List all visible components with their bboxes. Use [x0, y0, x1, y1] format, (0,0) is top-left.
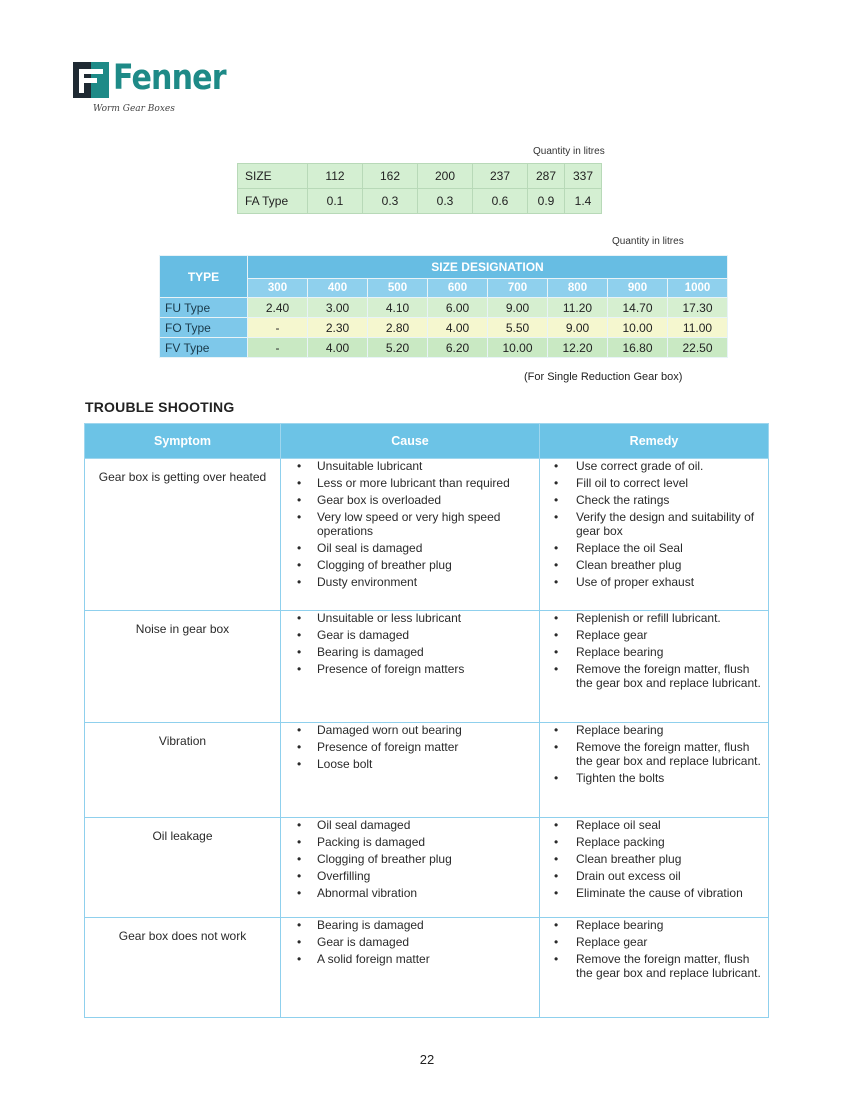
brand-tagline: Worm Gear Boxes — [93, 104, 175, 114]
cause-cell — [281, 611, 540, 723]
table-row — [85, 723, 769, 818]
table2-quantity-note: Quantity in litres — [612, 236, 684, 247]
remedy-list — [540, 818, 768, 900]
table-cell: 5.20 — [368, 338, 428, 358]
list-item: • Replace bearing — [540, 918, 768, 932]
list-item: • Replace bearing — [540, 723, 768, 737]
troubleshooting-title: TROUBLE SHOOTING — [85, 399, 235, 415]
remedy-cell — [540, 818, 769, 918]
table-cell: 2.30 — [308, 318, 368, 338]
cause-cell — [281, 918, 540, 1018]
table-cell: 22.50 — [668, 338, 728, 358]
list-item: • Drain out excess oil — [540, 869, 768, 883]
list-item: • Check the ratings — [540, 493, 768, 507]
row-label: FO Type — [160, 318, 248, 338]
list-item: • Overfilling — [281, 869, 539, 883]
table-cell: 6.20 — [428, 338, 488, 358]
cause-cell — [281, 723, 540, 818]
list-item: • Replace oil seal — [540, 818, 768, 832]
remedy-header: Remedy — [540, 424, 769, 459]
size-header: 400 — [308, 279, 368, 298]
table-cell: 10.00 — [488, 338, 548, 358]
symptom-cell: Gear box is getting over heated — [85, 459, 281, 611]
list-item: • Gear is damaged — [281, 935, 539, 949]
list-item: • Unsuitable lubricant — [281, 459, 539, 473]
brand-name: Fenner — [113, 58, 226, 98]
remedy-cell — [540, 723, 769, 818]
table-row — [85, 611, 769, 723]
table-cell: 2.40 — [248, 298, 308, 318]
table-cell: 0.3 — [418, 189, 473, 214]
remedy-cell — [540, 611, 769, 723]
list-item: • Use of proper exhaust — [540, 575, 768, 589]
list-item: • Presence of foreign matters — [281, 662, 539, 676]
oil-quantity-table — [159, 255, 728, 358]
list-item: • Replace packing — [540, 835, 768, 849]
row-label: FV Type — [160, 338, 248, 358]
table-row — [160, 298, 728, 318]
list-item: • Verify the design and suitability of gear box — [540, 510, 768, 538]
table-cell: 16.80 — [608, 338, 668, 358]
table-cell: 9.00 — [548, 318, 608, 338]
list-item: • Clean breather plug — [540, 852, 768, 866]
list-item: • Packing is damaged — [281, 835, 539, 849]
table-cell: 17.30 — [668, 298, 728, 318]
table-cell: 0.1 — [308, 189, 363, 214]
size-header: 1000 — [668, 279, 728, 298]
cause-cell — [281, 818, 540, 918]
table-row — [85, 818, 769, 918]
list-item: • Eliminate the cause of vibration — [540, 886, 768, 900]
table-cell: 4.00 — [308, 338, 368, 358]
list-item: • Damaged worn out bearing — [281, 723, 539, 737]
table-cell: 1.4 — [565, 189, 602, 214]
table-row — [160, 338, 728, 358]
cause-list — [281, 918, 539, 966]
troubleshooting-table — [84, 423, 769, 1018]
list-item: • Oil seal damaged — [281, 818, 539, 832]
list-item: • Gear is damaged — [281, 628, 539, 642]
table-row — [85, 459, 769, 611]
size-header: 300 — [248, 279, 308, 298]
list-item: • Replace the oil Seal — [540, 541, 768, 555]
list-item: • Replace bearing — [540, 645, 768, 659]
table-cell: 9.00 — [488, 298, 548, 318]
list-item: • Bearing is damaged — [281, 918, 539, 932]
single-reduction-note: (For Single Reduction Gear box) — [524, 371, 683, 383]
list-item: • Less or more lubricant than required — [281, 476, 539, 490]
list-item: • Very low speed or very high speed operations — [281, 510, 539, 538]
cause-list — [281, 723, 539, 771]
table-cell: - — [248, 318, 308, 338]
list-item: • A solid foreign matter — [281, 952, 539, 966]
size-header: 500 — [368, 279, 428, 298]
table-cell: - — [248, 338, 308, 358]
list-item: • Presence of foreign matter — [281, 740, 539, 754]
row-label: SIZE — [238, 164, 308, 189]
table-cell: 2.80 — [368, 318, 428, 338]
table-row — [160, 318, 728, 338]
table-cell: 10.00 — [608, 318, 668, 338]
size-header: 800 — [548, 279, 608, 298]
table-cell: 200 — [418, 164, 473, 189]
table-cell: 3.00 — [308, 298, 368, 318]
table-cell: 14.70 — [608, 298, 668, 318]
list-item: • Replace gear — [540, 628, 768, 642]
table-row — [85, 918, 769, 1018]
list-item: • Gear box is overloaded — [281, 493, 539, 507]
list-item: • Replace gear — [540, 935, 768, 949]
list-item: • Fill oil to correct level — [540, 476, 768, 490]
table-cell: 5.50 — [488, 318, 548, 338]
cause-list — [281, 818, 539, 900]
list-item: • Use correct grade of oil. — [540, 459, 768, 473]
remedy-list — [540, 459, 768, 589]
size-header: 600 — [428, 279, 488, 298]
table-cell: 162 — [363, 164, 418, 189]
cause-list — [281, 459, 539, 589]
remedy-list — [540, 611, 768, 690]
fa-type-oil-table — [237, 163, 602, 214]
row-label: FA Type — [238, 189, 308, 214]
list-item: • Remove the foreign matter, flush the gear box and replace lubricant. — [540, 740, 768, 768]
list-item: • Clogging of breather plug — [281, 852, 539, 866]
table-cell: 11.00 — [668, 318, 728, 338]
list-item: • Remove the foreign matter, flush the gear box and replace lubricant. — [540, 662, 768, 690]
list-item: • Oil seal is damaged — [281, 541, 539, 555]
table-row — [238, 164, 602, 189]
symptom-header: Symptom — [85, 424, 281, 459]
table1-quantity-note: Quantity in litres — [533, 146, 605, 157]
cause-cell — [281, 459, 540, 611]
remedy-cell — [540, 918, 769, 1018]
row-label: FU Type — [160, 298, 248, 318]
symptom-cell: Gear box does not work — [85, 918, 281, 1018]
table-cell: 4.10 — [368, 298, 428, 318]
table-cell: 4.00 — [428, 318, 488, 338]
list-item: • Loose bolt — [281, 757, 539, 771]
list-item: • Dusty environment — [281, 575, 539, 589]
list-item: • Bearing is damaged — [281, 645, 539, 659]
list-item: • Clogging of breather plug — [281, 558, 539, 572]
remedy-cell — [540, 459, 769, 611]
table-cell: 11.20 — [548, 298, 608, 318]
table-cell: 337 — [565, 164, 602, 189]
table-cell: 12.20 — [548, 338, 608, 358]
symptom-cell: Vibration — [85, 723, 281, 818]
cause-list — [281, 611, 539, 676]
table-cell: 0.3 — [363, 189, 418, 214]
type-header: TYPE — [160, 256, 248, 298]
list-item: • Abnormal vibration — [281, 886, 539, 900]
size-header: 900 — [608, 279, 668, 298]
table-cell: 237 — [473, 164, 528, 189]
list-item: • Remove the foreign matter, flush the gear box and replace lubricant. — [540, 952, 768, 980]
fenner-logo-icon — [73, 62, 109, 98]
size-header: 700 — [488, 279, 548, 298]
cause-header: Cause — [281, 424, 540, 459]
remedy-list — [540, 723, 768, 785]
page-number: 22 — [419, 1052, 435, 1067]
symptom-cell: Oil leakage — [85, 818, 281, 918]
table-row — [238, 189, 602, 214]
list-item: • Tighten the bolts — [540, 771, 768, 785]
list-item: • Clean breather plug — [540, 558, 768, 572]
remedy-list — [540, 918, 768, 980]
symptom-cell: Noise in gear box — [85, 611, 281, 723]
brand-logo — [73, 58, 226, 114]
size-designation-header: SIZE DESIGNATION — [248, 256, 728, 279]
table-cell: 0.6 — [473, 189, 528, 214]
list-item: • Replenish or refill lubricant. — [540, 611, 768, 625]
list-item: • Unsuitable or less lubricant — [281, 611, 539, 625]
table-cell: 6.00 — [428, 298, 488, 318]
table-cell: 112 — [308, 164, 363, 189]
table-cell: 0.9 — [528, 189, 565, 214]
table-cell: 287 — [528, 164, 565, 189]
